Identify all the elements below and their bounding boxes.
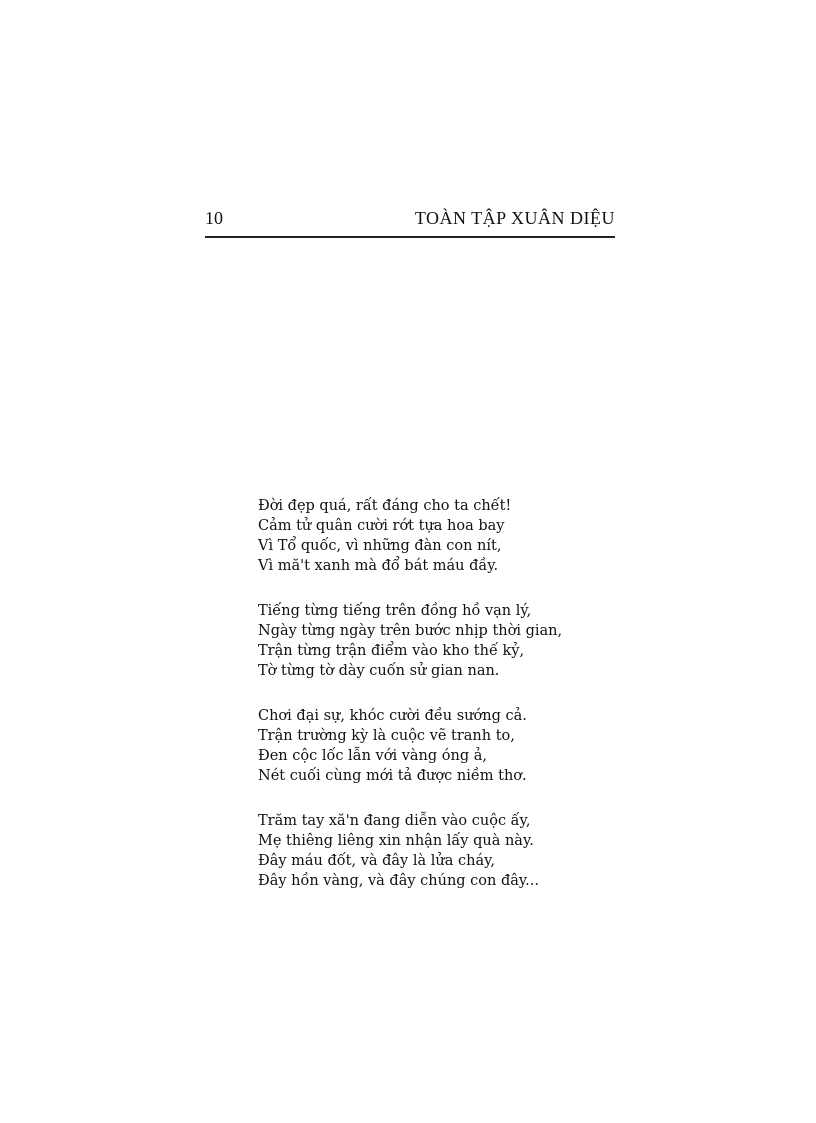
stanza-4 — [258, 811, 598, 891]
poem-line: Đen cộc lốc lẫn với vàng óng ả, — [258, 748, 487, 764]
poem-line: Vì mă't xanh mà đổ bát máu đầy. — [258, 558, 499, 574]
running-title: TOÀN TẬP XUÂN DIỆU — [414, 208, 615, 228]
poem — [258, 496, 598, 916]
poem-line: Đời đẹp quá, rất đáng cho ta chết! — [258, 498, 512, 514]
poem-line: Cảm tử quân cười rớt tựa hoa bay — [258, 518, 505, 534]
stanza-1 — [258, 496, 598, 576]
poem-line: Đây hồn vàng, và đây chúng con đây... — [258, 873, 540, 889]
poem-line: Trận trường kỳ là cuộc vẽ tranh to, — [258, 728, 515, 744]
stanza-2 — [258, 601, 598, 681]
poem-line: Nét cuối cùng mới tả được niềm thơ. — [258, 768, 527, 784]
stanza-3 — [258, 706, 598, 786]
poem-line: Tiếng từng tiếng trên đồng hồ vạn lý, — [258, 603, 532, 619]
poem-line: Vì Tổ quốc, vì những đàn con nít, — [258, 538, 502, 554]
poem-line: Trăm tay xă'n đang diễn vào cuộc ấy, — [258, 813, 531, 829]
poem-line: Mẹ thiêng liêng xin nhận lấy quà này. — [258, 833, 534, 849]
page-header — [205, 206, 615, 238]
page-number: 10 — [205, 208, 223, 228]
poem-line: Ngày từng ngày trên bước nhịp thời gian, — [258, 623, 563, 639]
poem-line: Tờ từng tờ dày cuốn sử gian nan. — [258, 663, 500, 679]
poem-line: Trận từng trận điểm vào kho thế kỷ, — [258, 643, 525, 659]
poem-line: Chơi đại sự, khóc cười đều sướng cả. — [258, 708, 527, 724]
poem-line: Đây máu đốt, và đây là lửa cháy, — [258, 853, 495, 869]
